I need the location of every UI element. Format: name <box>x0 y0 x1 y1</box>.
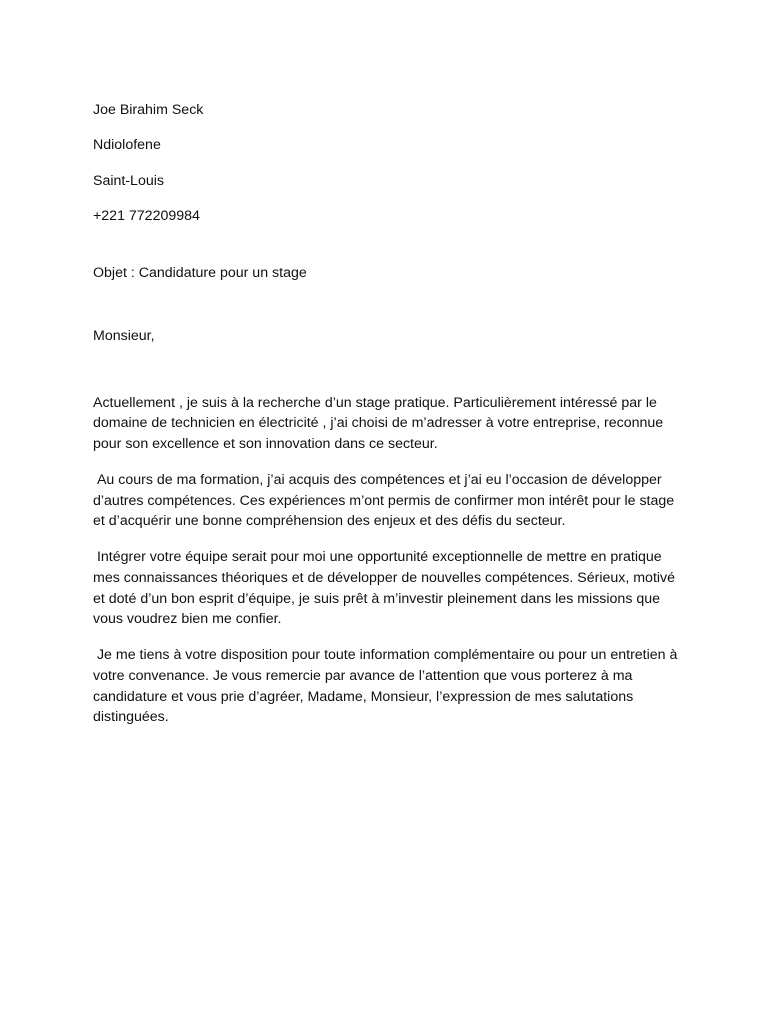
paragraph-intro: Actuellement , je suis à la recherche d’un stage pratique. Particulièrement intéressé par le domaine de technicien en électricité , j’ai choisi de m’adresser à votre entreprise, reconnue pour son excellence et son innovation dans ce secteur. <box>93 394 668 453</box>
sender-city: Saint-Louis <box>93 172 164 189</box>
sender-block <box>93 100 678 227</box>
paragraph-closing: Je me tiens à votre disposition pour toute information complémentaire ou pour un entretien à votre convenance. Je vous remercie par avance de l’attention que vous porterez à ma candidature et vous prie d’agréer, Madame, Monsieur, l’expression de mes salutations distinguées. <box>93 646 682 726</box>
sender-district: Ndiolofene <box>93 137 161 154</box>
letter-body <box>93 393 682 729</box>
sender-name: Joe Birahim Seck <box>93 102 204 118</box>
subject-line: Objet : Candidature pour un stage <box>93 264 307 281</box>
cover-letter <box>93 100 682 743</box>
sender-phone: +221 772209984 <box>93 208 200 225</box>
paragraph-training: Au cours de ma formation, j’ai acquis des compétences et j’ai eu l’occasion de développer d’autres compétences. Ces expériences m’ont permis de confirmer mon intérêt pour le stage et d’acquérir une bonne compréhension des enjeux et des défis du secteur. <box>93 471 679 530</box>
paragraph-motivation: Intégrer votre équipe serait pour moi une opportunité exceptionnelle de mettre en pratique mes connaissances théoriques et de développer de nouvelles compétences. Sérieux, motivé et doté d’un bon esprit d’équipe, je suis prêt à m’investir pleinement dans les missions que vous voudrez bien me confier. <box>93 548 679 628</box>
salutation: Monsieur, <box>93 327 155 344</box>
